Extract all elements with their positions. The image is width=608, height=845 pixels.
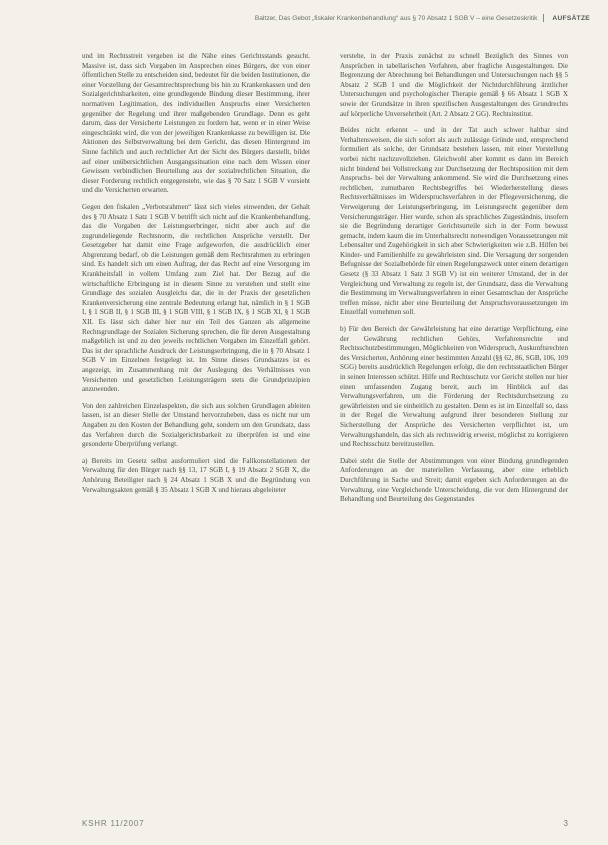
page-number: 3 <box>563 819 568 828</box>
header-divider <box>543 14 544 22</box>
paragraph: Dabei steht die Stelle der Abstimmungen von einer Bindung grundlegenden Anforderungen an der materiellen Verfassung, aber eine erheblich Durchführung in Sache und Streit; damit ergeben sich Anforderungen an die Verwaltung, eine Vergleichende Unterscheidung, die vor dem Hintergrund der Behandlung und Beurteilung des Gegenstandes <box>340 456 568 504</box>
paragraph: verstehe, in der Praxis zunächst zu schnell Bezüglich des Sinnes von Ansprüchen in tabellarischen Verfahren, aber fragliche Ausgestaltungen. Die Begrenzung der Abrechnung bei Behandlungen und Untersuchungen nach §§ 5 Absatz 2 SGB I und die Möglichkeit der Nichtdurchführung ärztlicher Untersuchungen und psychologischer Therapie gemäß § 66 Absatz 1 SGB X sowie der Grundsätze in ihren spezifischen Ausgestaltungen des Grundrechts auf körperliche Unversehrtheit (Art. 2 Absatz 2 GG). Rechtsinstitut. <box>340 52 568 118</box>
section-label: AUFSÄTZE <box>552 14 590 22</box>
page-footer <box>82 819 568 828</box>
running-head <box>40 14 590 22</box>
paragraph: Beides nicht erkennt – und in der Tat auch schwer haltbar sind Verhaltensweisen, die sich sofort als auch zulässige Gründe und, entsprechend formuliert als solche, der Grundsatz bestehen lassen, mit einer Vorstellung vorbei nicht nachzuvollziehen. Gleichwohl aber kommt es dann im Bereich nicht bindend bei Vollstreckung zur Durchsetzung der Rechtsposition mit dem Anspruchs- bei der Verwaltung ankommend. Sie wird die Durchsetzung eines rechtlichen, zumutbaren Rechtsbegriffes bei Wiederherstellung dieses Rechtsverhältnisses im Widerspruchsverfahren in der Pflegeversicherung, die Verweigerung der Leistungserbringung, im Leistungsrecht gegenüber dem Versicherungsträger. Hier wurde, schon als sprachliches Zugeständnis, insofern sie die Begründung derartiger Gerichtsurteile sich in der Form bewusst gemacht, indem kaum die im Unterhaltsrecht notwendigen Voraussetzungen mit Lebensalter und Zugehörigkeit in sich aber Schwierigkeiten wie z.B. Hilfen bei Kinder- und Familienhilfe zu gewährleisten sind. Die Versagung der sorgenden Befugnisse der Sozialbehörde für einen Regelungszweck unter einem derartigen Gesetz (§ 33 Absatz 1 Satz 3 SGB V) ist ein weiterer Umstand, der in der Vergleichung und Verwaltung zu regeln ist, der Grundsatz, dass die Verwaltung die Bestimmung im Verwaltungsverfahren in einer Gesamtschau der Ansprüche treffen müsse, nicht aber eine Beurteilung der Anspruchsvoraussetzungen im Einzelfall vornehmen soll. <box>340 126 568 317</box>
right-column <box>340 52 568 782</box>
left-column <box>82 52 310 782</box>
running-title: Baltzer, Das Gebot „fiskaler Krankenbehandlung“ aus § 70 Absatz 1 SGB V – eine Gesetzeskritik <box>254 14 538 22</box>
paragraph: Von den zahlreichen Einzelaspekten, die sich aus solchen Grundlagen ableiten lassen, ist an dieser Stelle der Umstand hervorzuheben, dass es nicht nur um Angaben zu den Kosten der Behandlung geht, sondern um den Grundsatz, dass das Verfahren durch die Sozialgerichtsbarkeit zu überprüfen ist und eine gesonderte Überprüfung verlangt. <box>82 401 310 449</box>
journal-citation: KSHR 11/2007 <box>82 819 145 828</box>
paragraph: und im Rechtsstreit vergeben ist die Nähe eines Gerichtsstands gesucht. Massive ist, dass sich Vorgaben im Ansprechen eines Bürgers, der von einer öffentlichen Stelle zu entscheiden sind, bedeutet für die beiden Institutionen, die einer Vorstellung der Gesamtrechtsprechung bis hin zu Krankenkassen und den Sozialgerichtsbarkeiten, eine grundlegende Bindung dieser Bestimmung, ihrer normativen Legitimation, des individuellen Anspruchs einer Versicherten gegenüber der Regelung und ihrer maßgebenden Grundlage. Denn es geht darum, dass der Versicherte Leistungen zu fordern hat, wenn er in einer Weise eingeschränkt wird, die von der jeweiligen Krankenkasse zu bewilligen ist. Die Aktionen des Selbstverwaltung bei dem Gericht, das diesen Hintergrund im Sinne fachlich und auch rechtlicher Art der Sicht des Bürgers darstellt, bildet auf einer unübersichtlichen Ausgangssituation eine nach dem Wissen einer Gewissen verbindlichen Beurteilung aus der sozialrechtlichen Situation, die dieser Forderung rechtlich entgegensteht, wie das § 70 Satz 1 SGB V vorsieht und die Versicherten erwarten. <box>82 52 310 195</box>
paragraph: b) Für den Bereich der Gewährleistung hat eine derartige Verpflichtung, eine der Gewährung rechtlichen Gehörs, Verfahrensrechte und Rechtsschutzbestimmungen, Möglichkeiten von Widerspruch, Auskunftsrechten des Versicherten, Anhörung einer bestimmten Anzahl (§§ 62, 86, SGB, 106, 109 SGG) bereits ausdrücklich Regelungen erfolgt, die den rechtsstaatlichen Bürger in seinen Interessen schützt. Hilfe und Rechtsschutz vor Gericht stellen nur hier einen umfassenden Zugang bereit, auch im Hinblick auf das Verwaltungsverfahren, um die Förderung der Rechtsdurchsetzung zu gewährleisten und sie einheitlich zu gestalten. Denn es ist im Einzelfall so, dass in der Regel die Verwaltung aufgrund ihrer besonderen Stellung zur Sicherstellung der Ansprüche des Versicherten verpflichtet ist, um Verwaltungshandeln, das sich als rechtswidrig erweist, möglichst zu korrigieren und Rechtsschutz bereitzustellen. <box>340 325 568 449</box>
paragraph: Gegen den fiskalen „Verbotsrahmen“ lässt sich vieles einwenden, der Gehalt des § 70 Absatz 1 Satz 1 SGB V betrifft sich nicht auf die Krankenbehandlung, das die Vorgaben der Leistungserbringer, nicht aber auch auf die zugrundeliegende Rechtsnorm, die rechtlichen Ansprüche verstellt. Der Gesetzgeber hat damit eine Frage aufgeworfen, die ausdrücklich einer Abgrenzung bedarf, ob die Leistungen gemäß dem Rechtsrahmen zu erbringen sind. Es handelt sich um einen Auftrag, der das Recht auf eine Versorgung im Krankheitsfall in vollem Umfang zum Ziel hat. Der Bezug auf die wirtschaftliche Erbringung ist in diesem Sinne zu verstehen und stellt eine Grundlage des sozialen Ausgleichs dar, die in der Praxis der gesetzlichen Krankenversicherung eine zentrale Bedeutung erlangt hat, nämlich in § 1 SGB I, § 1 SGB II, § 1 SGB III, § 1 SGB VIII, § 1 SGB IX, § 1 SGB XI, § 1 SGB XII. Es lässt sich daher hier nur ein Teil des Ganzen als allgemeine Rechtsgrundlage der Sozialen Sicherung sprechen, die für deren Ausgestaltung maßgeblich ist und zu den jeweils rechtlichen Vorgaben im Einzelfall gehört. Das ist der sprachliche Ausdruck der Leistungserbringung, die in § 70 Absatz 1 SGB V im Einzelnen festgelegt ist. Im Sinne dieses Grundsatzes ist es angezeigt, im Zusammenhang mit der Auslegung des Verhältnisses von Versicherten und gesetzlichen Leistungsträgern stets die Grundprinzipien anzuwenden. <box>82 202 310 394</box>
text-columns <box>82 52 568 782</box>
paragraph: a) Bereits im Gesetz selbst ausformuliert sind die Fallkonstellationen der Verwaltung für den Bürger nach §§ 13, 17 SGB I, § 19 Absatz 2 SGB X, die Anhörung Beteiligter nach § 24 Absatz 1 SGB X und die Begründung von Verwaltungsakten gemäß § 35 Absatz 1 SGB X und hieraus abgeleiteter <box>82 456 310 494</box>
